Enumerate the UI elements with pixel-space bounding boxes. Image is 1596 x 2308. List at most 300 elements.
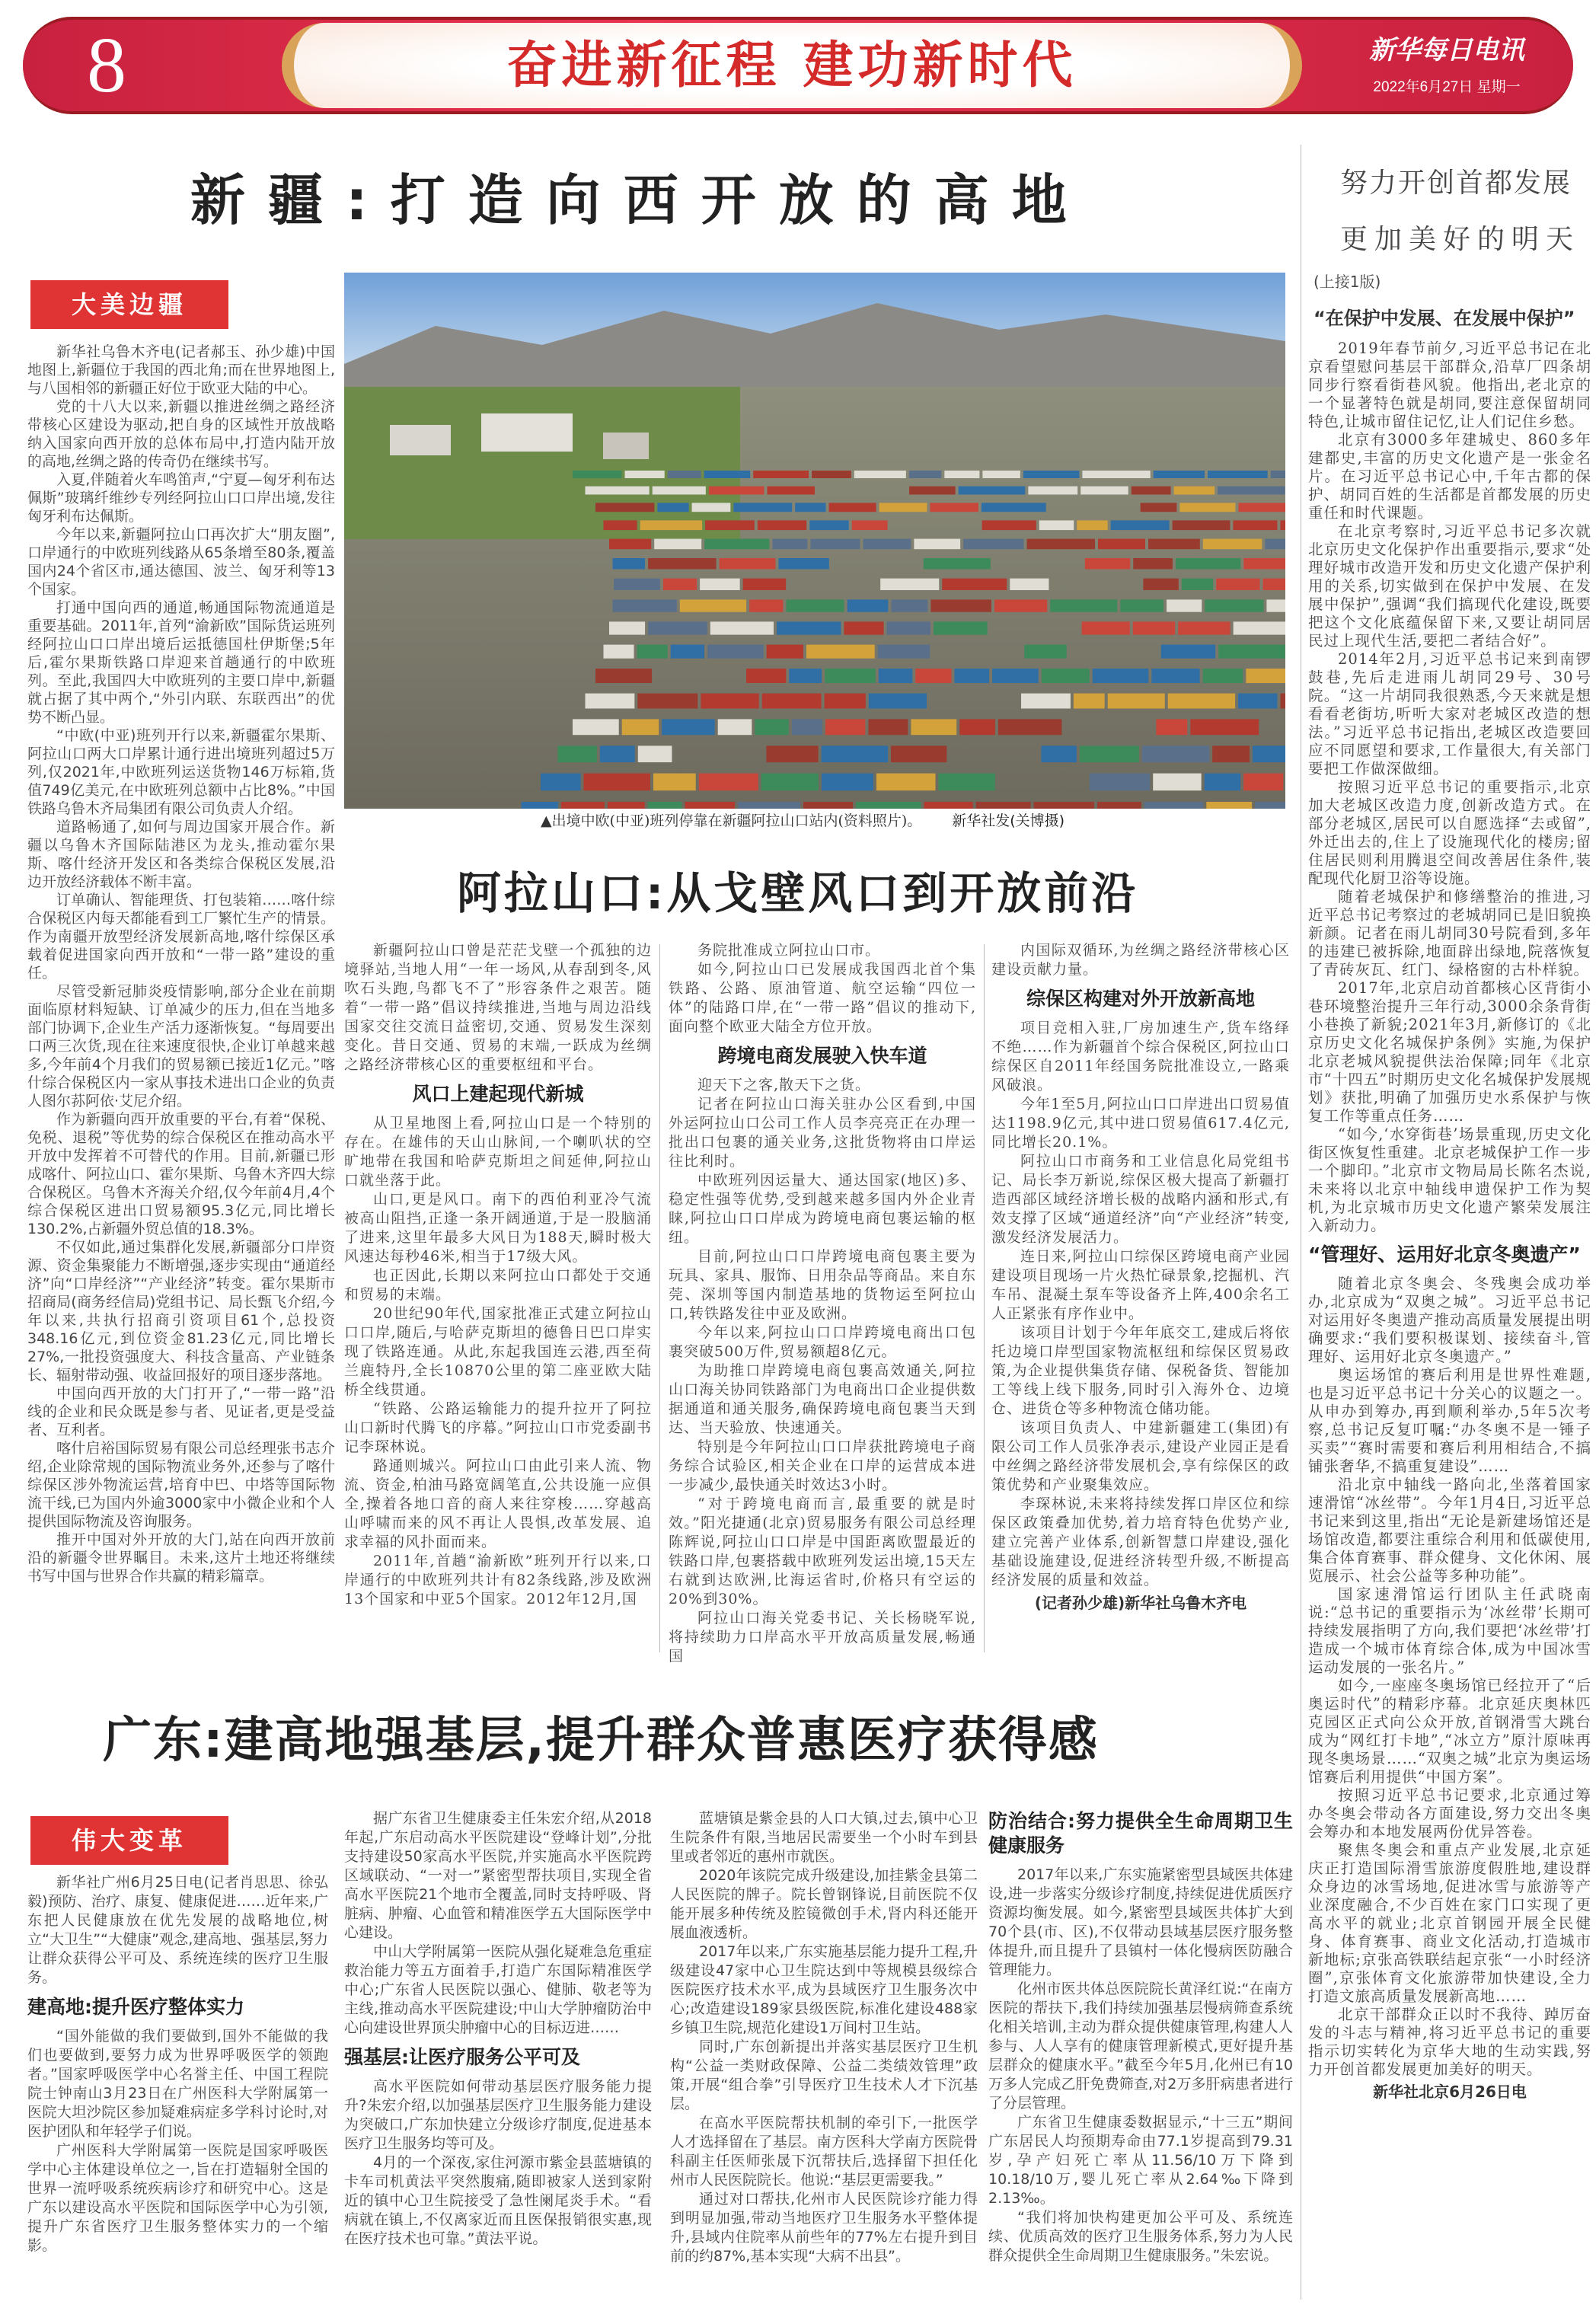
paragraph: 沿北京中轴线一路向北,坐落着国家速滑馆“冰丝带”。今年1月4日,习近平总书记来到这里,指出“无论是新建场馆还是场馆改造,都要注重综合利用和低碳使用,集合体育赛事、群众健身、文化休闲、展览展示、社会公益等多种功能”。 <box>1308 1476 1591 1585</box>
container-car <box>1154 471 1205 478</box>
paragraph: 务院批准成立阿拉山口市。 <box>697 942 881 959</box>
container-car <box>700 579 740 590</box>
section-subheading: 防治结合:努力提供全生命周期卫生健康服务 <box>988 1810 1293 1856</box>
container-car <box>1085 558 1130 570</box>
issue-date: 2022年6月27日 星期一 <box>1373 79 1521 95</box>
alashankou-column-3-wrap <box>991 941 1290 1613</box>
container-car <box>522 802 558 809</box>
container-car <box>982 471 1020 478</box>
paragraph: 广东省卫生健康委数据显示,“十三五”期间广东居民人均预期寿命由77.1岁提高到79.31岁,孕产妇死亡率从11.56/10万下降到10.18/10万,婴儿死亡率从2.64‰下降到2.13‰。 <box>988 2114 1293 2207</box>
container-car <box>852 520 888 530</box>
container-car <box>1108 694 1165 709</box>
container-car <box>1262 579 1285 590</box>
container-car <box>854 471 906 478</box>
continued-from-note: (上接1版) <box>1314 273 1381 291</box>
container-car <box>625 471 665 478</box>
container-car <box>701 694 758 709</box>
container-car <box>707 645 764 659</box>
container-car <box>761 774 819 791</box>
photo-caption <box>541 812 1065 830</box>
container-car <box>772 539 807 550</box>
paragraph: “对于跨境电商而言,最重要的就是时效。”阳光捷通(北京)贸易服务有限公司总经理陈辉说,阿拉山口口岸是中国距离欧盟最近的铁路口岸,包裹搭载中欧班列发运出境,15天左右就到达欧洲,比海运省时,价格只有空运的20%到30%。 <box>669 1496 976 1607</box>
container-car <box>1238 503 1285 512</box>
container-car <box>573 471 622 478</box>
paragraph: “国外能做的我们要做到,国外不能做的我们也要做到,要努力成为世界呼吸医学的领跑者。”国家呼吸医学中心名誉主任、中国工程院院士钟南山3月23日在广州医科大学附属第一医院大坦沙院区参加疑难病症多学科讨论时,对医护团队和年轻学子们说。 <box>27 2028 328 2140</box>
container-car <box>1205 599 1263 611</box>
container-car <box>879 503 927 512</box>
container-car <box>1080 745 1139 762</box>
container-car <box>699 774 758 791</box>
container-car <box>1133 621 1175 634</box>
container-car <box>806 645 875 659</box>
container-car <box>648 558 717 570</box>
guangdong-column-2 <box>344 1809 652 2249</box>
paragraph: 2014年2月,习近平总书记来到南锣鼓巷,先后走进雨儿胡同29号、30号院。“这一片胡同我很熟悉,今天来就是想看看老街坊,听听大家对老城区改造的想法。”习近平总书记指出,老城区改造要回应不同愿望和要求,工作量很大,有关部门要把工作做深做细。 <box>1308 650 1591 777</box>
paragraph: 中国向西开放的大门打开了,“一带一路”沿线的企业和民众既是参与者、见证者,更是受益者、互利者。 <box>27 1385 335 1438</box>
container-car <box>653 774 696 791</box>
container-car <box>1203 539 1262 550</box>
paragraph: 2017年以来,广东实施基层能力提升工程,升级建设47家中心卫生院达到中等规模县级综合医院医疗技术水平,成为县域医疗卫生服务次中心;改造建设189家县级医院,标准化建设488家乡镇卫生院,规范化建设1万间村卫生站。 <box>670 1943 978 2036</box>
paragraph: 中山大学附属第一医院从强化疑难急危重症救治能力等五方面着手,打造广东国际精准医学中心;广东省人民医院以强心、健肺、敬老等为主线,推动高水平医院建设;中山大学肿瘤防治中心向建设世界顶尖肿瘤中心的目标迈进…… <box>344 1943 652 2036</box>
container-car <box>1039 520 1074 530</box>
container-car <box>558 745 597 762</box>
container-car <box>982 520 1036 530</box>
container-car <box>1173 520 1231 530</box>
container-car <box>613 599 677 611</box>
paragraph: 为助推口岸跨境电商包裹高效通关,阿拉山口海关协同铁路部门为电商出口企业提供数据通道和通关服务,确保跨境电商包裹当天到达、当天验放、快速通关。 <box>669 1362 976 1436</box>
container-car <box>879 669 912 683</box>
container-car <box>1144 802 1204 809</box>
photo-illustration <box>344 273 1285 809</box>
container-car <box>766 745 818 762</box>
paragraph: 阿拉山口海关党委书记、关长杨晓军说,将持续助力口岸高水平开放高质量发展,畅通国 <box>669 1610 976 1665</box>
container-car <box>720 558 776 570</box>
guangdong-column-4 <box>988 1802 1293 2265</box>
container-car <box>1218 645 1285 659</box>
container-car <box>954 669 989 683</box>
container-car <box>1077 520 1107 530</box>
paragraph: 化州市医共体总医院院长黄泽红说:“在南方医院的帮扶下,我们持续加强基层慢病筛查系统化相关培训,主动为群众提供健康管理,构建人人参与、人人享有的健康管理新模式,更好提升基层群众的健康水平。”截至今年5月,化州已有10万多人完成乙肝免费筛查,对2万多肝病患者进行了分层管理。 <box>988 1981 1293 2112</box>
paragraph: 国家速滑馆运行团队主任武晓南说:“总书记的重要指示为‘冰丝带’长期可持续发展指明了方向,我们要把‘冰丝带’打造成一个城市体育综合体,成为中国冰雪运动发展的一张名片。” <box>1308 1585 1591 1676</box>
alashankou-byline: (记者孙少雄)新华社乌鲁木齐电 <box>1034 1594 1247 1612</box>
paragraph: 李琛林说,未来将持续发挥口岸区位和综保区政策叠加优势,着力培育特色优势产业,建立完善产业体系,创新智慧口岸建设,强化基础设施建设,促进经济转型升级,不断提高经济发展的质量和效益。 <box>991 1496 1290 1588</box>
beijing-byline: 新华社北京6月26日电 <box>1373 2083 1527 2101</box>
page-number: 8 <box>87 21 126 109</box>
container-car <box>613 558 646 570</box>
container-car <box>668 471 701 478</box>
xinjiang-article-column <box>27 343 335 1585</box>
container-car <box>869 694 927 709</box>
container-car <box>622 719 659 735</box>
paragraph: 2019年春节前夕,习近平总书记在北京看望慰问基层干部群众,沿草厂四条胡同步行察看街巷风貌。他指出,老北京的一个显著特色就是胡同,要注意保留胡同特色,让城市留住记忆,让人们记住乡愁。 <box>1308 340 1591 430</box>
container-car <box>939 774 995 791</box>
paragraph: 目前,阿拉山口口岸跨境电商包裹主要为玩具、家具、服饰、日用杂品等商品。来自东莞、深圳等国内制造基地的货物运至阿拉山口,转铁路发往中亚及欧洲。 <box>669 1248 976 1322</box>
section-subheading: 强基层:让医疗服务公平可及 <box>344 2046 580 2068</box>
container-car <box>1265 539 1285 550</box>
container-car <box>1082 621 1130 634</box>
alashankou-headline: 阿拉山口:从戈壁风口到开放前沿 <box>457 867 1139 919</box>
section-subheading: 建高地:提升医疗整体实力 <box>27 1996 244 2018</box>
paragraph: 今年1至5月,阿拉山口口岸进出口贸易值达1198.9亿元,其中进口贸易值617.4亿元,同比增长20.1%。 <box>991 1096 1290 1151</box>
paragraph: 连日来,阿拉山口综保区跨境电商产业园建设项目现场一片火热忙碌景象,挖掘机、汽车吊、混凝土泵车等设备齐上阵,400余名工人正紧张有序作业中。 <box>991 1248 1290 1322</box>
container-car <box>1142 745 1209 762</box>
container-car <box>1111 520 1170 530</box>
paragraph: 项目竞相入驻,厂房加速生产,货车络绎不绝……作为新疆首个综合保税区,阿拉山口综保区自2011年经国务院批准设立,一路乘风破浪。 <box>991 1020 1290 1093</box>
container-car <box>1050 599 1117 611</box>
container-car <box>924 802 973 809</box>
container-car <box>1156 719 1187 735</box>
container-car <box>891 599 927 611</box>
container-car <box>710 621 774 634</box>
container-car <box>891 745 946 762</box>
container-car <box>1148 539 1200 550</box>
container-car <box>1143 579 1178 590</box>
column-divider <box>984 944 985 1652</box>
paragraph: 按照习近平总书记要求,北京通过筹办冬奥会带动各方面建设,努力交出冬奥会筹办和本地发展两份优异答卷。 <box>1308 1786 1591 1840</box>
paragraph: 入夏,伴随着火车鸣笛声,“宁夏—匈牙利布达佩斯”玻璃纤维纱专列经阿拉山口口岸出境,发往匈牙利布达佩斯。 <box>27 471 335 525</box>
container-car <box>1271 471 1285 478</box>
container-car <box>1243 558 1285 570</box>
container-car <box>1010 579 1049 590</box>
container-car <box>1174 487 1215 495</box>
container-car <box>1161 645 1216 659</box>
container-car <box>657 503 688 512</box>
container-car <box>868 719 908 735</box>
paragraph: 记者在阿拉山口海关驻办公区看到,中国外运阿拉山口公司工作人员李亮亮正在办理一批出口包裹的通关业务,这批货物将由口岸运往比利时。 <box>669 1096 976 1170</box>
paragraph: 如今,一座座冬奥场馆已经拉开了“后奥运时代”的精彩序幕。北京延庆奥林匹克园区正式向公众开放,首钢滑雪大跳台成为“网红打卡地”,“冰立方”原汁原味再现冬奥场景……“双奥之城”北京为奥运场馆赛后利用提供“中国方案”。 <box>1308 1677 1591 1786</box>
container-car <box>1266 599 1285 611</box>
container-car <box>812 471 851 478</box>
container-car <box>746 669 786 683</box>
container-car <box>704 539 769 550</box>
paragraph: 道路畅通了,如何与周边国家开展合作。新疆以乌鲁木齐国际陆港区为龙头,推动霍尔果斯、喀什经济开发区和各类综合保税区发展,沿边开放经济载体不断丰富。 <box>27 819 335 890</box>
paragraph: 高水平医院如何带动基层医疗服务能力提升?朱宏介绍,以加强基层医疗卫生服务能力建设为突破口,广东加快建立分级诊疗制度,促进基本医疗卫生服务均等可及。 <box>344 2078 652 2152</box>
container-car <box>777 621 841 634</box>
container-car <box>671 645 704 659</box>
container-car <box>595 503 654 512</box>
paragraph: 今年以来,新疆阿拉山口再次扩大“朋友圈”,口岸通行的中欧班列线路从65条增至80条,覆盖国内24个省区市,通达德国、波兰、匈牙利等13个国家。 <box>27 526 335 598</box>
container-car <box>653 487 706 495</box>
container-car <box>1090 774 1150 791</box>
beijing-headline-line1: 努力开创首都发展 <box>1340 168 1572 199</box>
container-car <box>541 774 580 791</box>
container-car <box>705 520 755 530</box>
beijing-headline-line2: 更加美好的明天 <box>1340 224 1581 255</box>
container-car <box>762 694 822 709</box>
container-car <box>654 539 701 550</box>
container-car <box>561 802 605 809</box>
container-car <box>609 621 645 634</box>
container-car <box>1141 503 1177 512</box>
beijing-column-wrap <box>1308 340 1591 2102</box>
container-car <box>1082 471 1150 478</box>
container-car <box>709 487 764 495</box>
container-car <box>680 599 746 611</box>
container-car <box>789 669 822 683</box>
section-label-dameibianjiang: 大美边疆 <box>30 280 228 329</box>
container-car <box>600 745 635 762</box>
container-car <box>856 802 921 809</box>
container-car <box>914 539 960 550</box>
paragraph: 北京干部群众正以时不我待、踔厉奋发的斗志与精神,将习近平总书记的重要指示切实转化为京华大地的生动实践,努力开创首都发展更加美好的明天。 <box>1308 2006 1591 2078</box>
container-car <box>755 719 789 735</box>
container-car <box>976 802 1031 809</box>
container-car <box>648 621 707 634</box>
paragraph: 从卫星地图上看,阿拉山口是一个特别的存在。在雄伟的天山山脉间,一个喇叭状的空旷地带在我国和哈萨克斯坦之间延伸,阿拉山口就坐落于此。 <box>344 1115 652 1189</box>
container-car <box>1151 669 1199 683</box>
paragraph: 山口,更是风口。南下的西伯利亚冷气流被高山阻挡,正逢一条开阔通道,于是一股脑涌了进来,这里年最多大风日为188天,瞬时极大风速达每秒46米,相当于17级大风。 <box>344 1191 652 1265</box>
masthead-logo: 新华每日电讯 <box>1369 35 1524 65</box>
container-car <box>1023 471 1080 478</box>
paragraph: 该项目负责人、中建新疆建工(集团)有限公司工作人员张净表示,建设产业园正是看中丝绸之路经济带发展机会,享有综保区的政策优势和产业聚集效应。 <box>991 1419 1290 1493</box>
container-car <box>982 503 1046 512</box>
container-car <box>604 645 634 659</box>
container-car <box>586 694 635 709</box>
paragraph: 推开中国对外开放的大门,站在向西开放前沿的新疆令世界瞩目。未来,这片土地还将继续书写中国与世界合作共赢的精彩篇章。 <box>27 1531 335 1585</box>
container-car <box>648 802 682 809</box>
section-subheading: 综保区构建对外开放新高地 <box>1026 988 1255 1010</box>
paragraph: 在高水平医院帮扶机制的牵引下,一批医学人才选择留在了基层。南方医科大学南方医院骨科副主任医师张晟下沉帮扶后,选择留下担任化州市人民医院院长。他说:“基层更需要我。” <box>670 2115 978 2188</box>
container-car <box>1280 694 1285 709</box>
container-car <box>692 503 731 512</box>
container-car <box>915 669 951 683</box>
paragraph: 蓝塘镇是紫金县的人口大镇,过去,镇中心卫生院条件有限,当地居民需要坐一个小时车到县里或者邻近的惠州市就医。 <box>670 1810 978 1865</box>
container-car <box>743 579 787 590</box>
paragraph: “如今,‘水穿街巷’场景重现,历史文化街区恢复性重建。北京老城保护工作一步一个脚印。”北京市文物局局长陈名杰说,未来将以北京中轴线申遗保护工作为契机,为北京城市历史文化遗产繁荣发展注入新动力。 <box>1308 1125 1591 1234</box>
container-car <box>753 471 809 478</box>
container-car <box>810 539 860 550</box>
alashankou-column-2 <box>669 941 976 1666</box>
container-car <box>1206 802 1252 809</box>
container-car <box>1205 774 1240 791</box>
container-car <box>803 802 853 809</box>
container-car <box>778 558 828 570</box>
beijing-subhead: “在保护中发展、在发展中保护” <box>1314 308 1575 329</box>
container-car <box>942 579 1007 590</box>
container-car <box>1168 694 1235 709</box>
container-car <box>1132 487 1171 495</box>
paragraph: 内国际双循环,为丝绸之路经济带核心区建设贡献力量。 <box>991 942 1290 978</box>
paragraph: 新华社乌鲁木齐电(记者郝玉、孙少雄)中国地图上,新疆位于我国的西北角;而在世界地图上,与八国相邻的新疆正好位于欧亚大陆的中心。 <box>27 343 335 397</box>
container-car <box>1034 802 1094 809</box>
container-car <box>595 669 652 683</box>
paragraph: 新华社广州6月25日电(记者肖思思、徐弘毅)预防、治疗、康复、健康促进……近年来,广东把人民健康放在优先发展的战略地位,树立“大卫生”“大健康”观念,建高地、强基层,努力让群众获得公平可及、系统连续的医疗卫生服务。 <box>27 1874 328 1986</box>
container-car <box>1216 579 1259 590</box>
paragraph: 奥运场馆的赛后利用是世界性难题,也是习近平总书记十分关心的议题之一。从申办到筹办,再到顺利举办,5年5次考察,总书记反复叮嘱:“办冬奥不是一锤子买卖”“赛时需要和赛后利用相结合,不搞铺张奢华,不搞重复建设”…… <box>1308 1366 1591 1475</box>
container-car <box>767 487 815 495</box>
container-car <box>767 645 803 659</box>
paragraph: 广州医科大学附属第一医院是国家呼吸医学中心主体建设单位之一,旨在打造辐射全国的世界一流呼吸系统疾病诊疗和研究中心。这是广东以建设高水平医院和国际医学中心为引领,提升广东省医疗卫生服务整体实力的一个缩影。 <box>27 2142 328 2254</box>
paragraph: 作为新疆向西开放重要的平台,有着“保税、免税、退税”等优势的综合保税区在推动高水平开放中发挥着不可替代的作用。目前,新疆已形成喀什、阿拉山口、霍尔果斯、乌鲁木齐四大综合保税区。乌鲁木齐海关介绍,仅今年前4月,4个综合保税区进出口贸易额95.3亿元,同比增长130.2%,占新疆外贸总值的18.3%。 <box>27 1111 335 1237</box>
train-yard-photo <box>344 273 1285 809</box>
paragraph: 2017年,北京启动首都核心区背街小巷环境整治提升三年行动,3000余条背街小巷换了新貌;2021年3月,新修订的《北京历史文化名城保护条例》实施,为保护北京老城风貌提供法治保障;同年《北京市“十四五”时期历史文化名城保护发展规划》获批,明确了加强历史水系保护与恢复工作等重点任务…… <box>1308 979 1591 1125</box>
container-car <box>1238 694 1277 709</box>
container-car <box>1179 503 1235 512</box>
paragraph: 党的十八大以来,新疆以推进丝绸之路经济带核心区建设为驱动,把自身的区域性开放战略纳入国家向西开放的总体布局中,打造内陆开放的高地,丝绸之路的传奇仍在继续书写。 <box>27 398 335 470</box>
container-car <box>880 579 939 590</box>
paragraph: 订单确认、智能理货、打包装箱……喀什综合保税区内每天都能看到工厂繁忙生产的情景。作为南疆开放型经济发展新高地,喀什综保区承载着促进国家向西开放和“一带一路”建设的重任。 <box>27 892 335 982</box>
container-car <box>1234 621 1285 634</box>
paragraph: 同时,广东创新提出并落实基层医疗卫生机构“公益一类财政保障、公益二类绩效管理”政策,开展“组合拳”引导医疗卫生技术人才下沉基层。 <box>670 2038 978 2112</box>
paragraph: 2011年,首趟“渝新欧”班列开行以来,口岸通行的中欧班列共计有82条线路,涉及欧洲13个国家和中亚5个国家。2012年12月,国 <box>344 1553 652 1607</box>
container-car <box>1120 599 1163 611</box>
paragraph: 该项目计划于今年年底交工,建成后将依托边境口岸型国家物流枢纽和综保区贸易政策,为企业提供集货存储、保税备货、智能加工等线上线下服务,同时引入海外仓、边境仓、进货仓等多种物流仓储功能。 <box>991 1324 1290 1417</box>
paragraph: 在北京考察时,习近平总书记多次就北京历史文化保护作出重要指示,要求“处理好城市改造开发和历史文化遗产保护利用的关系,切实做到在保护中发展、在发展中保护”,强调“我们搞现代化建设,既要把这个文化底蕴保留下来,又要让胡同居民过上现代生活,要把二者结合好”。 <box>1308 522 1591 650</box>
container-car <box>822 745 888 762</box>
container-car <box>909 471 942 478</box>
caption-text: ▲出境中欧(中亚)班列停靠在新疆阿拉山口站内(资料照片)。 <box>541 812 922 829</box>
container-car <box>1280 520 1285 530</box>
paragraph: 迎天下之客,散天下之货。 <box>697 1077 871 1093</box>
container-car <box>1243 774 1283 791</box>
paragraph: 喀什启裕国际贸易有限公司总经理张书志介绍,企业除常规的国际物流业务外,还参与了喀什综保区涉外物流运营,培育中巴、中塔等国际物流干线,已为国内外逾3000家中小微企业和个人提供国际物流及咨询服务。 <box>27 1440 335 1530</box>
paragraph: 据广东省卫生健康委主任朱宏介绍,从2018年起,广东启动高水平医院建设“登峰计划”,分批支持建设50家高水平医院,并实施高水平医院跨区域联动、“一对一”紧密型帮扶项目,实现全省高水平医院21个地市全覆盖,同时支持呼吸、肾脏病、肿瘤、心血管和精准医学五大国际医学中心建设。 <box>344 1810 652 1941</box>
paragraph: 北京有3000多年建城史、860多年建都史,丰富的历史文化遗产是一张金名片。在习近平总书记心中,千年古都的保护、胡同百姓的生活都是首都发展的历史重任和时代课题。 <box>1308 431 1591 522</box>
container-car <box>1233 520 1277 530</box>
container-car <box>825 694 866 709</box>
container-car <box>685 802 735 809</box>
container-car <box>930 599 991 611</box>
container-car <box>1028 487 1077 495</box>
container-car <box>1133 558 1173 570</box>
beijing-article-column <box>1308 340 1591 2079</box>
container-car <box>637 645 668 659</box>
container-car <box>1176 558 1240 570</box>
paragraph: 如今,阿拉山口已发展成我国西北首个集铁路、公路、原油管道、航空运输“四位一体”的陆路口岸,在“一带一路”倡议的推动下,面向整个欧亚大陆全方位开放。 <box>669 961 976 1035</box>
container-car <box>1097 802 1141 809</box>
slogan: 奋进新征程 建功新时代 <box>506 36 1077 94</box>
paragraph: 新疆阿拉山口曾是茫茫戈壁一个孤独的边境驿站,当地人用“一年一场风,从春刮到冬,风吹石头跑,鸟都飞不了”形容条件之艰苦。随着“一带一路”倡议持续推进,当地与周边沿线国家交往交流日益密切,交通、贸易发生深刻变化。昔日交通、贸易的末端,一跃成为丝绸之路经济带核心区的重要枢纽和平台。 <box>344 942 652 1073</box>
photo-credit: 新华社发(关博摄) <box>952 812 1065 829</box>
container-car <box>662 719 715 735</box>
section-subheading: 风口上建起现代新城 <box>412 1083 584 1105</box>
paragraph: 随着北京冬奥会、冬残奥会成功举办,北京成为“双奥之城”。习近平总书记对运用好冬奥遗产推动高质量发展提出明确要求:“我们要积极谋划、接续奋斗,管理好、运用好北京冬奥遗产。” <box>1308 1275 1591 1365</box>
container-car <box>924 558 991 570</box>
container-car <box>1203 669 1243 683</box>
container-car <box>998 719 1061 735</box>
container-car <box>809 520 849 530</box>
container-car <box>1190 719 1259 735</box>
container-car <box>1253 745 1285 762</box>
container-car <box>1027 539 1095 550</box>
container-car <box>1167 599 1202 611</box>
container-car <box>1024 645 1066 659</box>
container-car <box>825 669 876 683</box>
guangdong-column-3 <box>670 1809 978 2266</box>
paragraph: 2017年以来,广东实施紧密型县域医共体建设,进一步落实分级诊疗制度,持续促进优质医疗资源均衡发展。如今,紧密型县域医共体扩大到70个县(市、区),不仅带动县域基层医疗服务整体提升,而且提升了县镇村一体化慢病医防融合管理能力。 <box>988 1866 1293 1978</box>
paragraph: 随着老城保护和修缮整治的推进,习近平总书记考察过的老城胡同已是旧貌换新颜。记者在雨儿胡同30号院看到,多年的违建已被拆除,地面辟出绿地,院落恢复了青砖灰瓦、红门、绿格窗的古朴样貌。 <box>1308 888 1591 978</box>
container-car <box>1041 745 1076 762</box>
masthead <box>1325 29 1569 96</box>
guangdong-column-1 <box>27 1873 328 2255</box>
paragraph: 打通中国向西的通道,畅通国际物流通道是重要基础。2011年,首列“渝新欧”国际货运班列经阿拉山口口岸出境后运抵德国杜伊斯堡;5年后,霍尔果斯铁路口岸迎来首趟通行的中欧班列。至此,我国四大中欧班列的主要口岸中,新疆就占据了其中两个,“外引内联、东联西出”的优势不断凸显。 <box>27 599 335 726</box>
container-car <box>614 579 660 590</box>
container-car <box>573 719 619 735</box>
container-car <box>637 694 697 709</box>
container-car <box>718 719 752 735</box>
container-car <box>1021 694 1071 709</box>
container-car <box>959 719 995 735</box>
xinjiang-headline: 新疆:打造向西开放的高地 <box>190 168 1090 232</box>
paragraph: 2020年该院完成升级建设,加挂紫金县第二人民医院的牌子。院长曾钢锋说,目前医院不仅能开展多种传统及腔镜微创手术,肾内科还能开展血液透析。 <box>670 1867 978 1941</box>
container-car <box>733 503 792 512</box>
paragraph: 尽管受新冠肺炎疫情影响,部分企业在前期面临原材料短缺、订单减少的压力,但在当地多部门协调下,企业生产活力逐渐恢复。“每周要出口两三次货,现在往来速度很快,企业订单越来越多,今年前4个月我们的贸易额已接近1亿元。”喀什综合保税区内一家从事技术进出口企业的负责人图尔荪阿依·艾尼介绍。 <box>27 983 335 1109</box>
container-car <box>930 503 978 512</box>
paragraph: “中欧(中亚)班列开行以来,新疆霍尔果斯、阿拉山口两大口岸累计通行进出境班列超过5万列,仅2021年,中欧班列运送货物146万标箱,货值749亿美元,在中欧班列总额中占比8%。”中国铁路乌鲁木齐局集团有限公司负责人介绍。 <box>27 727 335 817</box>
container-car <box>1074 694 1105 709</box>
container-car <box>994 599 1047 611</box>
container-car <box>887 621 930 634</box>
container-car <box>863 539 911 550</box>
container-car <box>1218 487 1285 495</box>
container-car <box>640 520 703 530</box>
paragraph: 特别是今年阿拉山口口岸获批跨境电子商务综合试验区,相关企业在口岸的运营成本进一步减少,最快通关时效达3小时。 <box>669 1438 976 1493</box>
section-label-weidabiange: 伟大变革 <box>30 1816 228 1865</box>
container-car <box>847 599 889 611</box>
container-car <box>1080 487 1128 495</box>
container-car <box>878 645 930 659</box>
column-divider <box>659 944 660 1652</box>
container-car <box>758 520 806 530</box>
container-car <box>704 471 751 478</box>
alashankou-column-1 <box>344 941 652 1609</box>
paragraph: 聚焦冬奥会和重点产业发展,北京延庆正打造国际滑雪旅游度假胜地,建设群众身边的冰雪场地,促进冰雪与旅游等产业深度融合,不少百姓在家门口实现了更高水平的就业;北京首钢园开展全民健身、体育赛事、商业文化活动,打造城市新地标;京张高铁联结起京张“一小时经济圈”,京张体育文化旅游带加快建设,全力打造文旅高质量发展新高地…… <box>1308 1841 1591 2005</box>
container-car <box>1098 539 1145 550</box>
container-car <box>992 669 1039 683</box>
paragraph: 20世纪90年代,国家批准正式建立阿拉山口口岸,随后,与哈萨克斯坦的德鲁日巴口岸实现了铁路连通。从此,东起我国连云港,西至荷兰鹿特丹,全长10870公里的第二座亚欧大陆桥全线贯通。 <box>344 1305 652 1398</box>
container-car <box>608 802 645 809</box>
container-car <box>1255 802 1285 809</box>
container-car <box>583 774 650 791</box>
alashankou-column-3 <box>991 941 1290 1590</box>
container-car <box>638 745 672 762</box>
container-car <box>1093 669 1149 683</box>
container-car <box>911 719 956 735</box>
container-car <box>1212 745 1250 762</box>
paragraph: “我们将加快构建更加公平可及、系统连续、优质高效的医疗卫生服务体系,努力为人民群众提供全生命周期卫生健康服务。”朱宏说。 <box>988 2209 1293 2264</box>
container-car <box>586 487 650 495</box>
paragraph: 按照习近平总书记的重要指示,北京加大老城区改造力度,创新改造方式。在部分老城区,居民可以自愿选择“去或留”,外迁出去的,住上了设施现代化的楼房;留住居民则利用腾退空间改善居住条件,装配现代化厨卫浴等设施。 <box>1308 778 1591 887</box>
container-car <box>738 802 800 809</box>
container-car <box>934 621 988 634</box>
paragraph: 不仅如此,通过集群化发展,新疆部分口岸资源、资金集聚能力不断增强,逐步实现由“通道经济”向“口岸经济”“产业经济”转变。霍尔果斯市招商局(商务经信局)党组书记、局长甄飞介绍,今年以来,共执行招商引资项目61个,总投资348.16亿元,到位资金81.23亿元,同比增长27%,一批投资强度大、科技含量高、产业链条长、辐射带动强、收益回报好的项目逐步落地。 <box>27 1239 335 1384</box>
container-car <box>825 719 865 735</box>
paragraph: “铁路、公路运输能力的提升拉开了阿拉山口新时代腾飞的序幕。”阿拉山口市党委副书记李琛林说。 <box>344 1400 652 1455</box>
container-car <box>822 774 873 791</box>
container-car <box>959 487 1026 495</box>
paragraph: 中欧班列因运量大、通达国家(地区)多、稳定性强等优势,受到越来越多国内外企业青睐,阿拉山口口岸成为跨境电商包裹运输的枢纽。 <box>669 1172 976 1246</box>
paragraph: 4月的一个深夜,家住河源市紫金县蓝塘镇的卡车司机黄法平突然腹痛,随即被家人送到家附近的镇中心卫生院接受了急性阑尾炎手术。“看病就在镇上,不仅离家近而且医保报销很实惠,现在医疗技术也可靠。”黄法平说。 <box>344 2154 652 2247</box>
container-car <box>795 503 825 512</box>
section-subheading: “管理好、运用好北京冬奥遗产” <box>1308 1243 1581 1266</box>
guangdong-headline: 广东:建高地强基层,提升群众普惠医疗获得感 <box>103 1713 1099 1769</box>
container-car <box>749 599 783 611</box>
container-car <box>1208 471 1268 478</box>
container-car <box>1153 774 1201 791</box>
slogan-banner <box>282 23 1302 108</box>
container-car <box>1246 669 1285 683</box>
container-car <box>829 503 876 512</box>
container-car <box>604 520 637 530</box>
container-car <box>1178 621 1230 634</box>
container-car <box>609 539 651 550</box>
container-car <box>844 621 883 634</box>
container-car <box>792 719 822 735</box>
paragraph: 今年以来,阿拉山口口岸跨境电商出口包裹突破500万件,贸易额超8亿元。 <box>669 1324 976 1360</box>
container-car <box>786 599 844 611</box>
paragraph: 也正因此,长期以来阿拉山口都处于交通和贸易的末端。 <box>344 1267 652 1303</box>
paragraph: 通过对口帮扶,化州市人民医院诊疗能力得到明显加强,带动当地医疗卫生服务水平整体提升,县域内住院率从前些年的77%左右提升到目前的约87%,基本实现“大病不出县”。 <box>670 2191 978 2265</box>
